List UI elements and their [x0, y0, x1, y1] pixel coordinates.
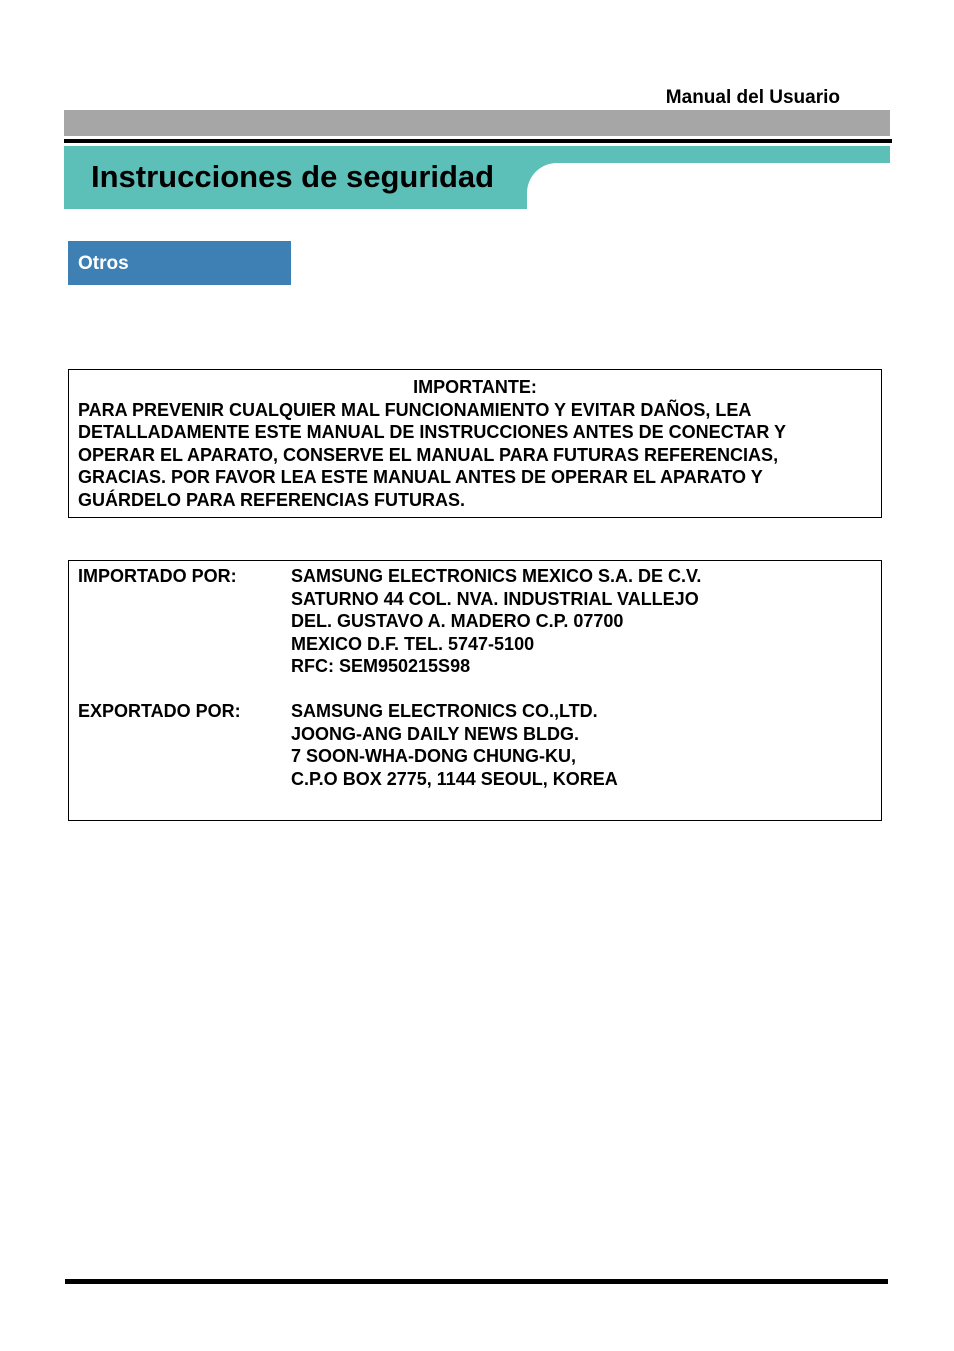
importer-entry	[78, 565, 872, 678]
header-gray-bar	[64, 110, 890, 136]
address-line: SAMSUNG ELECTRONICS CO.,LTD.	[291, 701, 598, 721]
header-divider	[64, 139, 892, 143]
section-banner-curve-mask	[527, 163, 890, 209]
address-line: MEXICO D.F. TEL. 5747-5100	[291, 633, 535, 654]
address-line: 7 SOON-WHA-DONG CHUNG-KU,	[291, 746, 576, 766]
address-line: SAMSUNG ELECTRONICS MEXICO S.A. DE C.V.	[291, 566, 702, 586]
important-line: DETALLADAMENTE ESTE MANUAL DE INSTRUCCIONES ANTES DE CONECTAR Y	[78, 422, 787, 442]
important-line: GUÁRDELO PARA REFERENCIAS FUTURAS.	[78, 489, 466, 510]
address-line: DEL. GUSTAVO A. MADERO C.P. 07700	[291, 611, 624, 631]
section-title: Instrucciones de seguridad	[91, 159, 495, 194]
exporter-address	[291, 700, 618, 790]
exporter-label: EXPORTADO POR:	[78, 701, 241, 721]
address-line: SATURNO 44 COL. NVA. INDUSTRIAL VALLEJO	[291, 588, 699, 609]
importer-label: IMPORTADO POR:	[78, 566, 237, 586]
important-line: OPERAR EL APARATO, CONSERVE EL MANUAL PARA FUTURAS REFERENCIAS,	[78, 444, 779, 465]
important-heading: IMPORTANTE:	[413, 377, 537, 397]
manual-title: Manual del Usuario	[665, 87, 840, 108]
important-notice-box	[68, 369, 882, 518]
subsection-chip: Otros	[68, 241, 291, 285]
address-line: C.P.O BOX 2775, 1144 SEOUL, KOREA	[291, 768, 618, 789]
import-export-box	[68, 560, 882, 821]
address-line: JOONG-ANG DAILY NEWS BLDG.	[291, 723, 580, 744]
important-line: GRACIAS. POR FAVOR LEA ESTE MANUAL ANTES DE OPERAR EL APARATO Y	[78, 467, 763, 487]
footer-divider	[65, 1279, 888, 1284]
important-line: PARA PREVENIR CUALQUIER MAL FUNCIONAMIENTO Y EVITAR DAÑOS, LEA	[78, 399, 752, 420]
exporter-entry	[78, 700, 872, 790]
address-line: RFC: SEM950215S98	[291, 656, 471, 676]
importer-address	[291, 565, 701, 678]
